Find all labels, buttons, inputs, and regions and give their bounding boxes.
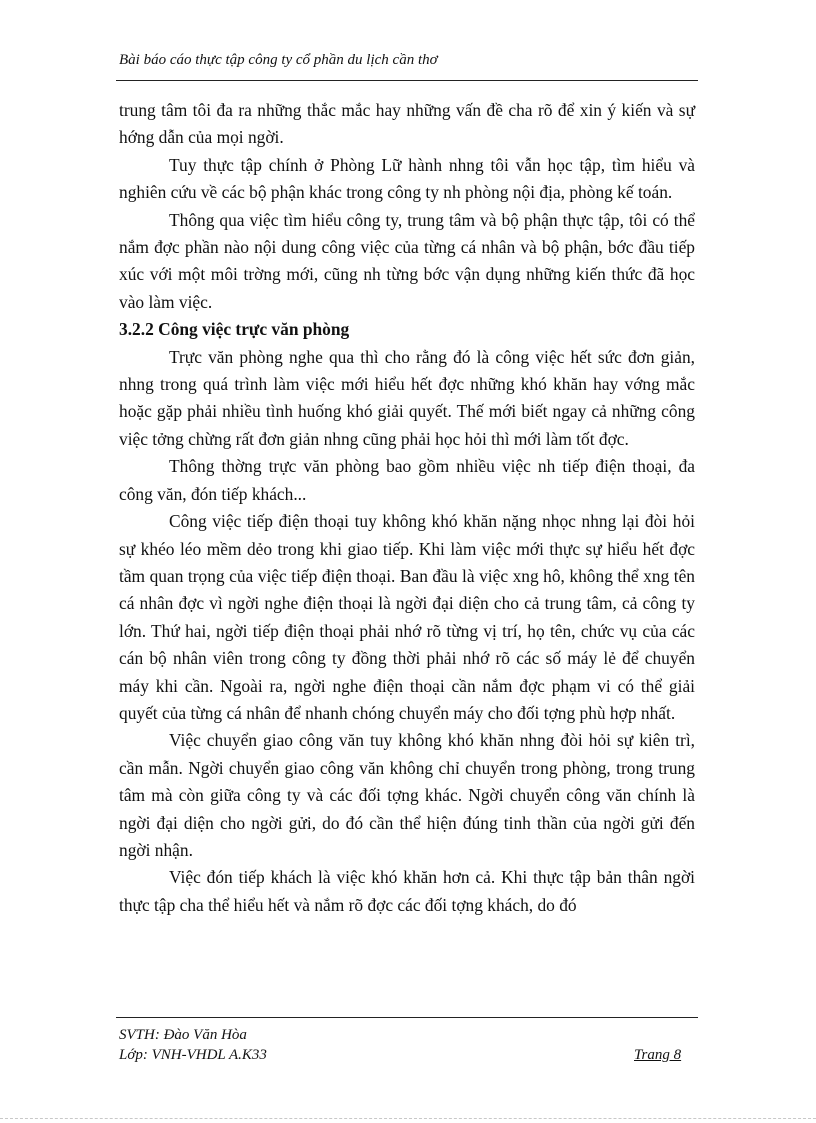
footer-divider [116, 1017, 698, 1018]
document-body [119, 97, 695, 919]
paragraph: Việc đón tiếp khách là việc khó khăn hơn cả. Khi thực tập bản thân ngời thực tập cha thể hiểu hết và nắm rõ đợc các đối tợng khách, do đó [119, 867, 695, 915]
footer-student: SVTH: Đào Văn Hòa [119, 1027, 247, 1043]
paragraph: Tuy thực tập chính ở Phòng Lữ hành nhng tôi vẫn học tập, tìm hiểu và nghiên cứu về các bộ phận khác trong công ty nh phòng nội địa, phòng kế toán. [119, 154, 695, 203]
paragraph: Việc chuyển giao công văn tuy không khó khăn nhng đòi hỏi sự kiên trì, cần mẫn. Ngời chuyển giao công văn không chỉ chuyển trong phòng, trong trung tâm mà còn giữa công ty và các đối tợng khác. Ngời chuyển công văn chính là ngời đại diện cho ngời gửi, do đó cần thể hiện đúng tinh thần của ngời gửi đến ngời nhận. [119, 730, 695, 860]
page-edge-divider [0, 1118, 816, 1119]
header-divider [116, 80, 698, 81]
paragraph: Công việc tiếp điện thoại tuy không khó khăn nặng nhọc nhng lại đòi hỏi sự khéo léo mềm dẻo trong khi giao tiếp. Khi làm việc mới thực sự hiểu hết đợc tầm quan trọng của việc tiếp điện thoại. Ban đầu là việc xng hô, không thể xng tên cá nhân đợc vì ngời nghe điện thoại là ngời đại diện cho cả trung tâm, cả công ty lớn. Thứ hai, ngời tiếp điện thoại phải nhớ rõ từng vị trí, họ tên, chức vụ của các cán bộ nhân viên trong công ty đồng thời phải nhớ rõ các số máy lẻ để chuyển máy khi cần. Ngoài ra, ngời nghe điện thoại cần nắm đợc phạm vi có thể giải quyết của từng cá nhân để nhanh chóng chuyển máy cho đối tợng phù hợp nhất. [119, 511, 695, 723]
header-title: Bài báo cáo thực tập công ty cổ phần du lịch cần thơ [119, 52, 438, 68]
paragraph: Thông thờng trực văn phòng bao gồm nhiều việc nh tiếp điện thoại, đa công văn, đón tiếp khách... [119, 456, 695, 504]
page-number: Trang 8 [634, 1047, 682, 1063]
paragraph: trung tâm tôi đa ra những thắc mắc hay những vấn đề cha rõ để xin ý kiến và sự hớng dẫn của mọi ngời. [119, 100, 695, 148]
section-heading: 3.2.2 Công việc trực văn phòng [119, 319, 350, 340]
footer-author-block [119, 1025, 267, 1065]
footer-class: Lớp: VNH-VHDL A.K33 [119, 1047, 267, 1063]
paragraph: Trực văn phòng nghe qua thì cho rằng đó là công việc hết sức đơn giản, nhng trong quá trình làm việc mới hiểu hết đợc những khó khăn hay vớng mắc hoặc gặp phải nhiều tình huống khó giải quyết. Thế mới biết ngay cả những công việc tởng chừng rất đơn giản nhng cũng phải học hỏi thì mới làm tốt đợc. [119, 346, 695, 449]
paragraph: Thông qua việc tìm hiểu công ty, trung tâm và bộ phận thực tập, tôi có thể nắm đợc phần nào nội dung công việc của từng cá nhân và bộ phận, bớc đầu tiếp xúc với một môi trờng mới, cũng nh từng bớc vận dụng những kiến thức đã học vào làm việc. [119, 209, 695, 312]
